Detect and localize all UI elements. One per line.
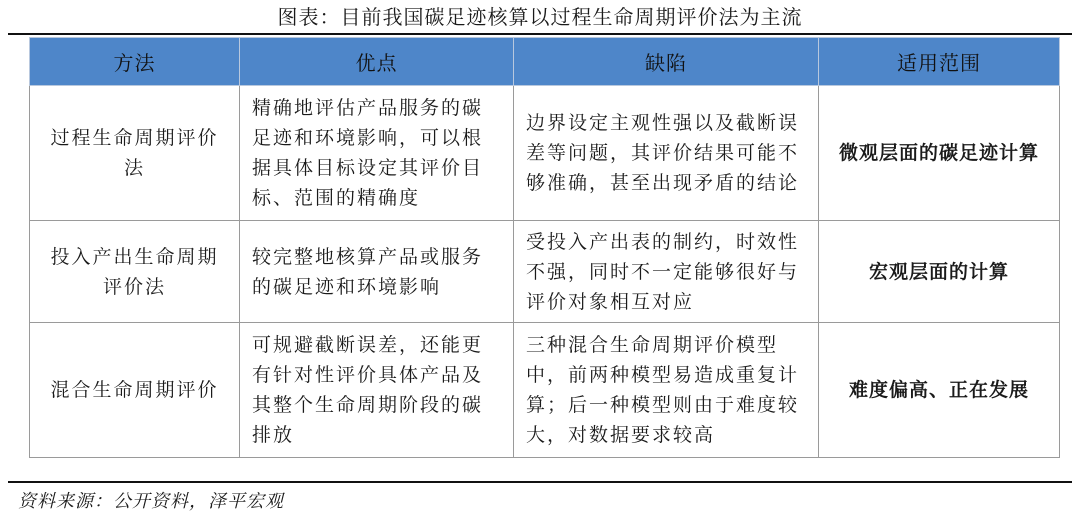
header-disadvantages: 缺陷 bbox=[514, 38, 819, 86]
cell-scope: 宏观层面的计算 bbox=[819, 221, 1060, 323]
lca-methods-table bbox=[29, 37, 1060, 458]
cell-scope: 微观层面的碳足迹计算 bbox=[819, 86, 1060, 221]
cell-disadvantages: 受投入产出表的制约，时效性不强，同时不一定能够很好与评价对象相互对应 bbox=[514, 221, 819, 323]
table-row bbox=[30, 221, 1060, 323]
table-caption: 图表：目前我国碳足迹核算以过程生命周期评价法为主流 bbox=[277, 5, 803, 29]
cell-disadvantages: 三种混合生命周期评价模型中，前两种模型易造成重复计算；后一种模型则由于难度较大，对数据要求较高 bbox=[514, 323, 819, 458]
cell-scope: 难度偏高、正在发展 bbox=[819, 323, 1060, 458]
header-advantages: 优点 bbox=[240, 38, 514, 86]
cell-method: 投入产出生命周期评价法 bbox=[30, 221, 240, 323]
cell-advantages: 可规避截断误差，还能更有针对性评价具体产品及其整个生命周期阶段的碳排放 bbox=[240, 323, 514, 458]
table-row bbox=[30, 323, 1060, 458]
source-note: 资料来源：公开资料，泽平宏观 bbox=[18, 491, 284, 512]
cell-advantages: 精确地评估产品服务的碳足迹和环境影响，可以根据具体目标设定其评价目标、范围的精确度 bbox=[240, 86, 514, 221]
table-row bbox=[30, 86, 1060, 221]
bottom-rule bbox=[8, 481, 1072, 483]
header-method: 方法 bbox=[30, 38, 240, 86]
cell-disadvantages: 边界设定主观性强以及截断误差等问题，其评价结果可能不够准确，甚至出现矛盾的结论 bbox=[514, 86, 819, 221]
table-header-row bbox=[30, 38, 1060, 86]
cell-advantages: 较完整地核算产品或服务的碳足迹和环境影响 bbox=[240, 221, 514, 323]
header-scope: 适用范围 bbox=[819, 38, 1060, 86]
top-rule bbox=[8, 33, 1072, 35]
cell-method: 过程生命周期评价法 bbox=[30, 86, 240, 221]
cell-method: 混合生命周期评价 bbox=[30, 323, 240, 458]
